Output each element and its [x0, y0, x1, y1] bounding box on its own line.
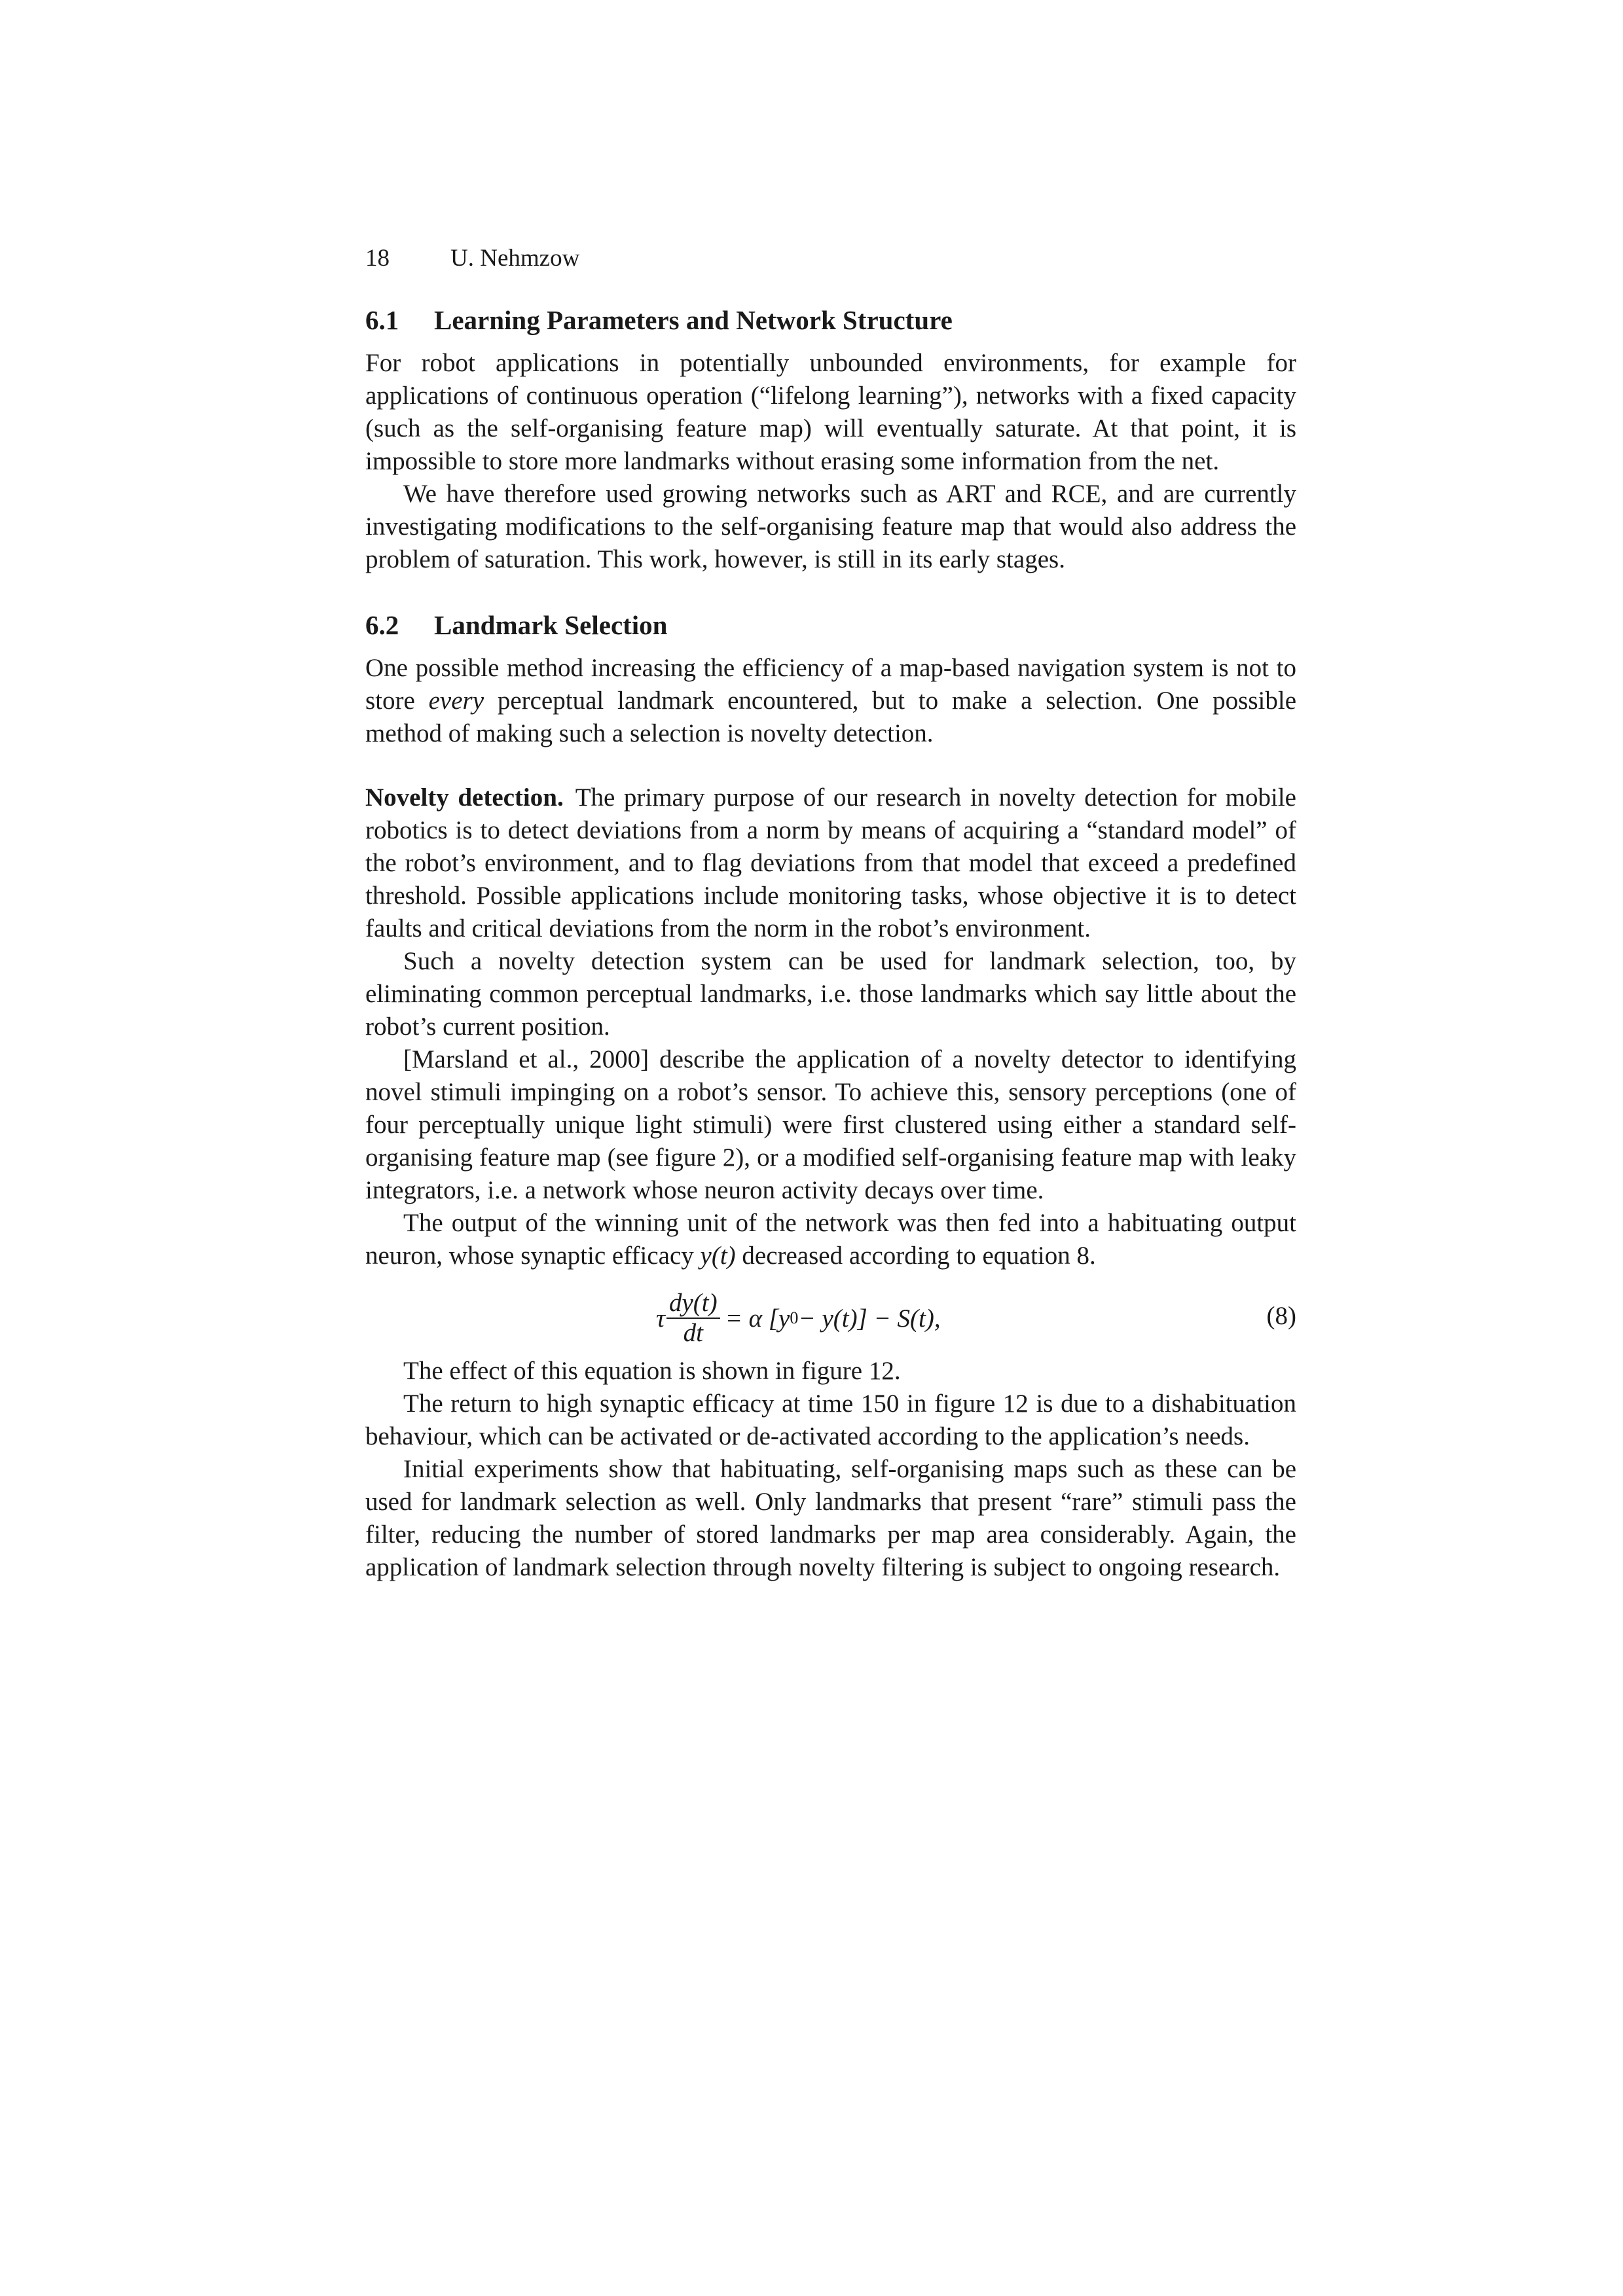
equation-denominator: dt [683, 1319, 703, 1347]
paragraph: The effect of this equation is shown in figure 12. [403, 1357, 901, 1385]
equation-subscript: 0 [790, 1308, 799, 1327]
paragraph: We have therefore used growing networks such as ART and RCE, and are currently investigating modifications to the self-organising feature map that would also address the problem of saturation. This work, however, is still in its early stages. [365, 480, 1296, 573]
paragraph: [Marsland et al., 2000] describe the application of a novelty detector to identifying novel stimuli impinging on a robot’s sensor. To achieve this, sensory perceptions (one of four perceptually unique light stimuli) were first clustered using either a standard self-organising feature map (see figure 2), or a modified self-organising feature map with leaky integrators, i.e. a network whose neuron activity decays over time. [365, 1045, 1296, 1204]
paragraph [365, 1207, 1296, 1272]
section-6-2 [365, 607, 1296, 750]
text-run: The primary purpose of our research in novelty detection for mobile robotics is to detect deviations from a norm by means of acquiring a “standard model” of the robot’s environment, and to flag deviations from that model that exceed a predefined threshold. Possible applications include monitoring tasks, whose objective it is to detect faults and critical deviations from the norm in the robot’s environment. [365, 783, 1296, 942]
page-number: 18 [365, 245, 390, 272]
section-title: Landmark Selection [434, 610, 668, 640]
section-6-1 [365, 302, 1296, 576]
section-heading [365, 607, 1296, 643]
text-run: perceptual landmark encountered, but to make a selection. One possible method of making such a selection is novelty detection. [365, 687, 1297, 747]
section-title: Learning Parameters and Network Structure [434, 305, 953, 335]
text-run: The output of the winning unit of the network was then fed into a habituating output neuron, whose synaptic efficacy [365, 1209, 1296, 1270]
paragraph: For robot applications in potentially unbounded environments, for example for applications of continuous operation (“lifelong learning”), networks with a fixed capacity (such as the self-organising feature map) will eventually saturate. At that point, it is impossible to store more landmarks without erasing some information from the net. [365, 349, 1296, 475]
section-number: 6.1 [365, 305, 399, 335]
equation-body [656, 1287, 941, 1350]
emphasis: every [428, 687, 484, 715]
running-head-author: U. Nehmzow [450, 245, 580, 272]
novelty-detection-subsection [365, 781, 1296, 1584]
equation-fraction [666, 1289, 720, 1348]
equation-tau: τ [656, 1304, 665, 1333]
running-head [365, 242, 1296, 275]
equation-rhs-suffix: − y(t)] − S(t), [798, 1304, 941, 1333]
paragraph [365, 652, 1296, 750]
text-run: One possible method increasing the efficiency of a map-based navigation system is not to store [365, 654, 1296, 715]
section-heading [365, 302, 1296, 338]
equation-8 [365, 1282, 1296, 1352]
runin-heading: Novelty detection. [365, 783, 564, 812]
paragraph: Such a novelty detection system can be used for landmark selection, too, by eliminating common perceptual landmarks, i.e. those landmarks which say little about the robot’s current position. [365, 947, 1296, 1041]
text-run: decreased according to equation 8. [735, 1242, 1096, 1270]
paragraph [365, 781, 1296, 945]
math-variable: y(t) [700, 1242, 736, 1270]
equation-rhs-prefix: = α [y [725, 1304, 790, 1333]
paragraph: The return to high synaptic efficacy at time 150 in figure 12 is due to a dishabituation behaviour, which can be activated or de-activated according to the application’s needs. [365, 1390, 1296, 1450]
paragraph: Initial experiments show that habituating, self-organising maps such as these can be used for landmark selection as well. Only landmarks that present “rare” stimuli pass the filter, reducing the number of stored landmarks per map area considerably. Again, the application of landmark selection through novelty filtering is subject to ongoing research. [365, 1455, 1296, 1581]
equation-number: (8) [1266, 1302, 1296, 1330]
section-number: 6.2 [365, 610, 399, 640]
page-content [365, 242, 1296, 1584]
equation-numerator: dy(t) [666, 1289, 720, 1319]
